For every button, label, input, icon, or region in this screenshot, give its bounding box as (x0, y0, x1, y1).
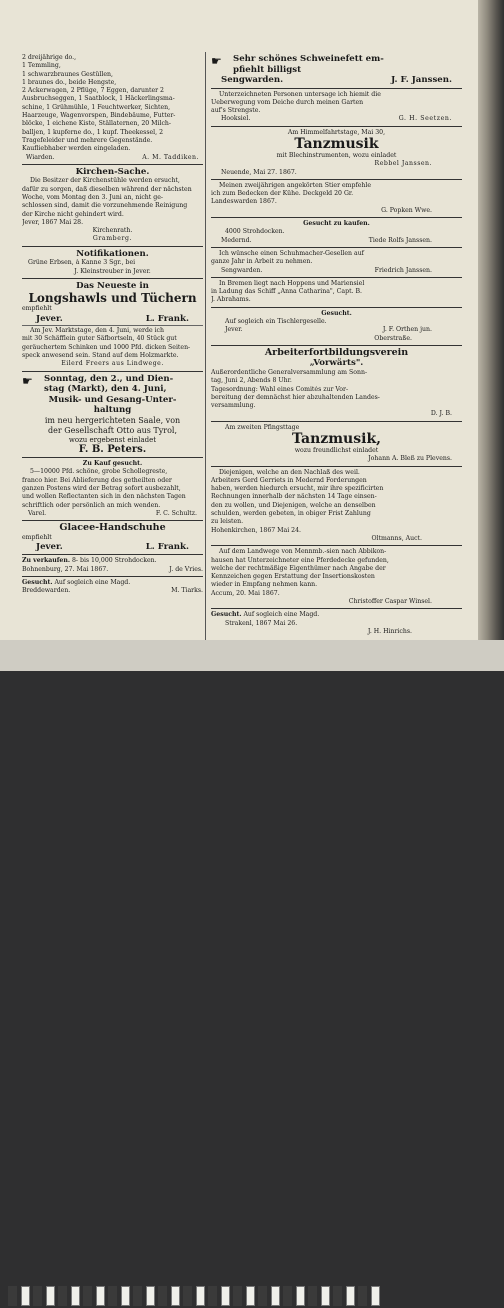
text-line: bereitung der demnächst hier abzuhaltenden Landes- (211, 393, 380, 401)
dorf-place: Accum, 20. Mai 1867. (211, 589, 280, 597)
sonntag-title: haltung (93, 405, 132, 416)
inventory-list (22, 54, 203, 154)
markt-body (22, 327, 203, 360)
schwein-line: Sehr schönes Schweinefett em- (233, 54, 384, 64)
tanz1-sig: Rebbel Janssen. (374, 160, 432, 168)
text-line: 5—10000 Pfd. schöne, grobe Schollegreste, (30, 468, 168, 476)
text-line: auf's Strengste. (211, 107, 261, 115)
text-line: balljen, 1 kupferne do., 1 kupf. Theekessel, 2 (22, 128, 164, 136)
verk-sig (22, 566, 203, 574)
sonntag-text: im neu hergerichteten Saale, von (44, 415, 181, 425)
longshawls-title: Longshawls und Tüchern (28, 291, 197, 306)
verk-line (22, 557, 203, 565)
schwein-sig (211, 75, 462, 86)
glace-place: Jever. (36, 541, 63, 552)
ruler-tick (33, 1286, 42, 1306)
text-line: Ausbruchseggen, 1 Saatblock, 1 Häckerlingsma- (22, 95, 175, 103)
markt-sig: Eilerd Freers aus Lindwege. (61, 360, 164, 368)
text-line: welche der rechtmäßige Eigenthümer nach Angabe der (211, 564, 386, 572)
text-line: der Kirche nicht gehindert wird. (22, 210, 124, 218)
text-line: blöcke, 1 eichene Kiste, Ställaternen, 20 Milch- (22, 120, 172, 128)
sonntag-line: Sonntag, den 2., und Dien- (44, 373, 174, 384)
text-line: den zu wollen, und Diejenigen, welche an denselben (211, 501, 376, 509)
verk-rest: 8- bis 10,000 Strohdocken. (71, 557, 157, 565)
longshawls-heading: Das Neueste in (76, 280, 149, 291)
tanz1-sub: mit Blechinstrumenten, wozu einladet (276, 151, 397, 159)
text-line: schlossen sind, damit die vorzunehmende Reinigung (22, 202, 188, 210)
ruler-tick (71, 1286, 80, 1306)
magd-heading: Gesucht. (211, 611, 242, 619)
kauf-heading: Zu Kauf gesucht. (82, 460, 143, 468)
ruler-tick (121, 1286, 130, 1306)
ruler-tick (8, 1286, 17, 1306)
kauf-sig (22, 510, 203, 518)
himmel-line: Am Himmelfahrtstage, Mai 30, (287, 128, 386, 136)
text-line: dafür zu sorgen, daß dieselben während der nächsten (22, 185, 192, 193)
text-line: 1 braunes do., beide Hengste, (22, 78, 117, 86)
text-line: Die Besitzer der Kirchenstühle werden ersucht, (30, 177, 180, 185)
text-line: schulden, werden gebeten, in obiger Frist Zahlung (211, 510, 371, 518)
schuh-place: Sengwarden. (221, 266, 263, 274)
stier-body (211, 182, 462, 207)
text-line: Diejenigen, welche an den Nachlaß des weil. (219, 468, 360, 476)
ruler-tick (208, 1286, 217, 1306)
schuh-sig (211, 267, 462, 275)
arbeit-body (211, 369, 462, 410)
longshawls-place: Jever. (36, 313, 63, 324)
divider (22, 325, 203, 326)
longshawls-sig (22, 314, 203, 325)
schuh-body (211, 250, 462, 267)
tanz2-sig: Johann A. Bleß zu Plevens. (368, 455, 452, 463)
text-line: 1 schwarzbraunes Gestüllen, (22, 70, 113, 78)
verk-heading: Zu verkaufen. (22, 557, 71, 565)
ruler-tick (133, 1286, 142, 1306)
tanz2-sub: wozu freundlichst einladet (294, 447, 379, 454)
stroh-heading: Gesucht zu kaufen. (303, 220, 370, 228)
nachlass-sig: Oltmanns, Auct. (371, 534, 422, 542)
tisch-line: Auf sogleich ein Tischlergeselle. (225, 318, 327, 326)
ruler-tick (308, 1286, 317, 1306)
text-line: Ich wünsche einen Schuhmacher-Gesellen auf (219, 249, 364, 257)
text-line: Kaufliebhaber werden eingeladen. (22, 145, 131, 153)
sonntag-title: Musik- und Gesang-Unter- (48, 394, 177, 405)
ruler-tick (96, 1286, 105, 1306)
kirchen-heading: Kirchen-Sache. (75, 166, 150, 177)
divider (211, 345, 462, 346)
verk-name: J. de Vries. (169, 565, 203, 573)
tisch-place: Jever. (225, 326, 243, 334)
kirchen-body (22, 177, 203, 227)
ruler-tick (321, 1286, 330, 1306)
text-line: ganzen Postens wird der Betrag sofort ausbezahlt, (22, 485, 181, 492)
text-line: In Bremen liegt nach Hoppens und Mariensiel (219, 279, 365, 287)
text-line: Arbeiters Gerd Gerriets in Medernd Forderungen (211, 476, 367, 484)
text-line: Tragefeleider und mehrere Gegenstände. (22, 136, 153, 144)
text-line: Kennzeichen gegen Erstattung der Insertionskosten (211, 573, 375, 581)
text-line: Landeswarden 1867. (211, 198, 277, 206)
ruler-tick (196, 1286, 205, 1306)
pointing-hand-icon: ☛ (211, 54, 222, 68)
ruler-tick (46, 1286, 55, 1306)
magd-place: Strakenl, 1867 Mai 26. (225, 619, 298, 627)
text-line: 2 Ackerwagen, 2 Pflüge, 7 Eggen, darunter 2 (22, 87, 164, 95)
dorf-body (211, 548, 462, 589)
schwein-place: Sengwarden. (221, 75, 284, 85)
ges-heading: Gesucht. (22, 579, 53, 587)
ruler-tick (371, 1286, 380, 1306)
left-column (22, 54, 203, 596)
divider (211, 277, 462, 278)
text-line: tag, Juni 2, Abends 8 Uhr. (211, 377, 292, 385)
ruler-tick (233, 1286, 242, 1306)
ges-name: M. Tiarks. (171, 587, 203, 595)
glace-sig (22, 542, 203, 553)
text-line: geräuchertem Schinken und 1000 Pfd. dicken Seiten- (22, 343, 191, 351)
divider (211, 307, 462, 308)
ruler-tick (246, 1286, 255, 1306)
ruler-tick (271, 1286, 280, 1306)
bremen-body (211, 280, 462, 305)
divider (22, 576, 203, 577)
text-line: Ueberwegung vom Deiche durch meinen Garten (211, 98, 364, 106)
divider (211, 545, 462, 546)
ruler-tick (221, 1286, 230, 1306)
text-line: Rechnungen innerhalb der nächsten 14 Tage einsen- (211, 493, 377, 501)
schwein-name: J. F. Janssen. (391, 75, 452, 85)
arbeit-sig: D. J. B. (430, 410, 452, 418)
divider (211, 179, 462, 180)
ruler-tick (358, 1286, 367, 1306)
page-edge (478, 0, 504, 640)
glace-heading: Glacee-Handschuhe (59, 522, 166, 534)
unter-sig (211, 115, 462, 123)
stroh-line: 4000 Strohdocken. (225, 228, 285, 236)
ruler-tick (346, 1286, 355, 1306)
ruler-tick (283, 1286, 292, 1306)
text-line: Meinen zweijährigen angekörten Stier empfehle (219, 181, 372, 189)
ruler-tick (108, 1286, 117, 1306)
text-line: 1 Temmling, (22, 62, 61, 70)
arbeit-title: Arbeiterfortbildungsverein (264, 346, 409, 358)
divider (211, 247, 462, 248)
notir-line: Grüne Erbsen, à Kanne 3 Sgr., bei (28, 259, 136, 267)
text-line: schriftlich oder persönlich an mich wenden. (22, 501, 161, 509)
ruler-tick (171, 1286, 180, 1306)
divider (211, 217, 462, 218)
text-line: Außerordentliche Generalversammlung am Sonn- (211, 368, 368, 376)
scan-strip (0, 640, 504, 671)
column-divider (205, 52, 206, 640)
ges-sig (22, 587, 203, 595)
right-column (211, 54, 462, 636)
tanzmusik-title: Tanzmusik, (291, 431, 382, 447)
divider (211, 466, 462, 467)
ges-line (22, 579, 203, 587)
tisch-sig (211, 326, 462, 334)
text-line: Woche, vom Montag den 3. Juni an, nicht ge- (22, 193, 163, 201)
ges-place: Breddewarden. (22, 587, 71, 595)
pointing-hand-icon: ☛ (22, 373, 33, 388)
tisch-heading: Gesucht. (321, 309, 352, 317)
sonntag-ad (22, 374, 203, 395)
magd-line (211, 611, 462, 619)
text-line: Unterzeichneten Personen untersage ich hiemit die (219, 90, 381, 98)
divider (211, 88, 462, 89)
divider (211, 608, 462, 609)
tisch-extra: Oberstraße. (374, 334, 412, 342)
tanz1-date: Neuende, Mai 27. 1867. (221, 168, 297, 176)
stroh-place: Medernd. (221, 236, 252, 244)
text-line: speck anwesend sein. Stand auf dem Holzmarkte. (22, 352, 179, 360)
divider (211, 421, 462, 422)
text-line: J. Abrahams. (211, 296, 251, 304)
glace-empfiehlt: empfiehlt (22, 533, 52, 541)
unter-body (211, 91, 462, 116)
text-line: ich zum Bedecken der Kühe. Deckgeld 20 Gr. (211, 190, 354, 198)
divider (22, 371, 203, 372)
color-ruler (8, 1284, 388, 1308)
text-line: Auf dem Landwege von Mennmb.-sien nach Abbikon- (219, 548, 387, 556)
text-line: haben, werden hiedurch ersucht, mir ihre spezificirten (211, 485, 384, 493)
text-line: mit 30 Schäfflein guter Säfbortseln, 40 Stück gut (22, 335, 177, 343)
ruler-tick (83, 1286, 92, 1306)
notir-line: J. Kleinstreuber in Jever. (74, 267, 151, 275)
ruler-tick (258, 1286, 267, 1306)
verk-place: Bohnenburg, 27. Mai 1867. (22, 565, 109, 573)
tisch-name: J. F. Orthen jun. (382, 326, 432, 334)
magd-name: J. H. Hinrichs. (367, 627, 412, 635)
divider (22, 520, 203, 521)
kauf-name: F. C. Schultz. (155, 509, 197, 517)
text-line: Tagesordnung: Wahl eines Comités zur Vor- (211, 385, 349, 393)
stroh-sig (211, 237, 462, 245)
glace-name: L. Frank. (145, 541, 189, 552)
text-line: 2 dreijährige do., (22, 54, 77, 61)
kirchen-sig2: Gramberg. (92, 235, 133, 243)
nachlass-body (211, 469, 462, 527)
tanzmusik-title: Tanzmusik (294, 135, 379, 152)
text-line: und wollen Reflectanten sich in den nächsten Tagen (22, 493, 186, 501)
ruler-tick (146, 1286, 155, 1306)
kauf-body (22, 468, 203, 509)
kirchen-sig1: Kirchenrath. (92, 227, 133, 235)
schuh-name: Friedrich Janssen. (374, 266, 432, 274)
divider (211, 126, 462, 127)
text-line: hausen hat Unterzeichneter eine Pferdedecke gefunden, (211, 556, 389, 564)
text-line: ganze Jahr in Arbeit zu nehmen. (211, 258, 313, 266)
kauf-place: Varel. (28, 509, 47, 517)
notifications-heading: Notifikationen. (76, 248, 149, 259)
signature-row (22, 154, 203, 162)
text-line: zu leisten. (211, 518, 244, 526)
text-line: Am Jev. Marktstage, den 4. Juni, werde ich (30, 327, 165, 335)
divider (22, 554, 203, 555)
ruler-tick (333, 1286, 342, 1306)
ruler-tick (21, 1286, 30, 1306)
text-line: wieder in Empfang nehmen kann. (211, 581, 318, 589)
ruler-tick (296, 1286, 305, 1306)
pfingst-line: Am zweiten Pfingsttage (225, 423, 300, 431)
sonntag-line: stag (Markt), den 4. Juni, (44, 384, 167, 395)
divider (22, 246, 203, 247)
magd-rest: Auf sogleich eine Magd. (243, 611, 320, 619)
unter-name: G. H. Seetzen. (398, 115, 452, 123)
divider (22, 457, 203, 458)
sonntag-text: der Gesellschaft Otto aus Tyrol, (47, 425, 178, 435)
text-line: franco hier. Bei Ablieferung des getheilten oder (22, 476, 172, 484)
stroh-name: Tiede Rolfs Janssen. (368, 236, 432, 244)
text-line: in Ladung das Schiff „Anna Catharina", Capt. B. (211, 288, 363, 296)
schwein-ad (211, 54, 462, 75)
sig-place: Wiarden. (26, 153, 55, 161)
divider (22, 164, 203, 165)
longshawls-empfiehlt: empfiehlt (22, 305, 52, 313)
text-line: schine, 1 Grühmühle, 1 Feuchtwerker, Sichten, (22, 103, 171, 111)
sig-name: A. M. Taddiken. (142, 153, 199, 161)
arbeit-subtitle: „Vorwärts". (309, 358, 364, 369)
unter-place: Hooksiel. (221, 115, 251, 123)
newspaper-page (0, 0, 478, 640)
ruler-tick (58, 1286, 67, 1306)
text-line: Haarzeuge, Wagenvorspen, Bindebäume, Futter- (22, 112, 176, 120)
sonntag-sig: F. B. Peters. (78, 443, 147, 455)
ruler-tick (183, 1286, 192, 1306)
ruler-tick (158, 1286, 167, 1306)
stier-sig: G. Popken Wwe. (381, 206, 432, 214)
text-line: versammlung. (211, 402, 256, 410)
text-line: Jever, 1867 Mai 28. (22, 218, 84, 226)
longshawls-name: L. Frank. (145, 313, 189, 324)
schwein-line: pfiehlt billigst (233, 64, 302, 75)
ges-rest: Auf sogleich eine Magd. (54, 579, 131, 587)
nachlass-date: Hohenkirchen, 1867 Mai 24. (211, 526, 301, 534)
sonntag-text: wozu ergebenst einladet (68, 435, 157, 444)
divider (22, 278, 203, 279)
dorf-name: Christoffer Caspar Winsel. (348, 598, 432, 606)
